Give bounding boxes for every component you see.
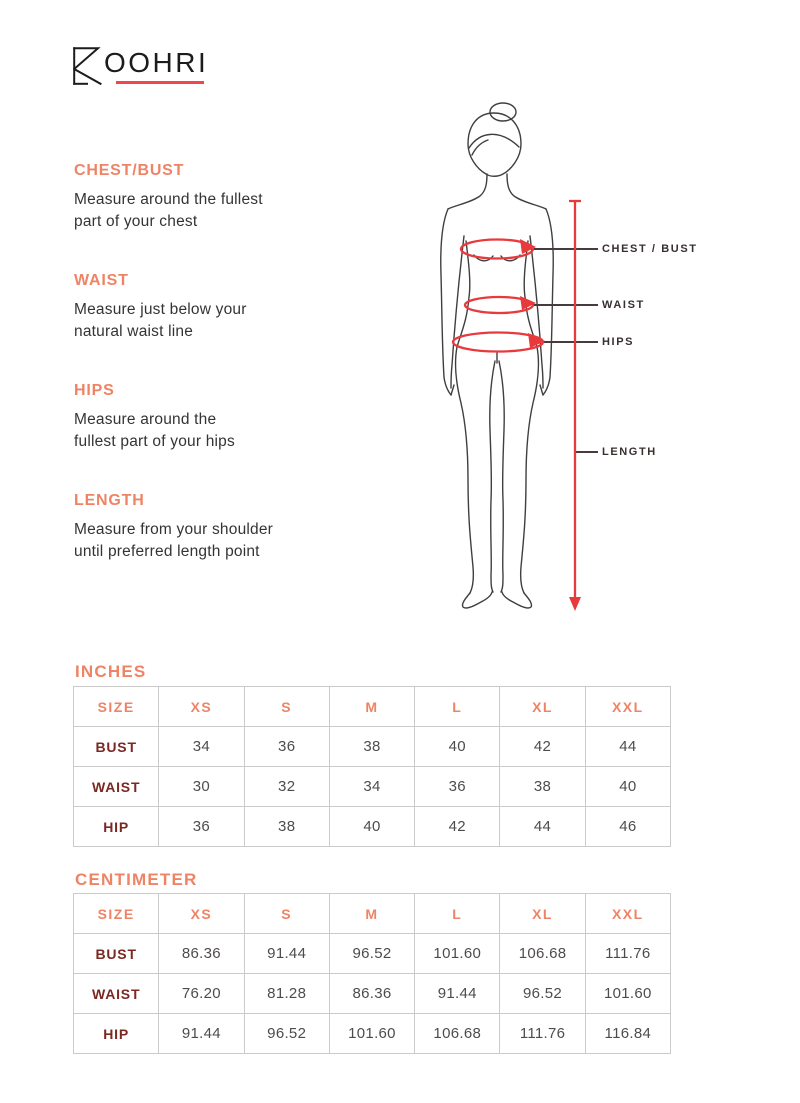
value-cell: 86.36 <box>159 934 244 974</box>
value-cell: 40 <box>329 807 414 847</box>
table-row <box>74 974 671 1014</box>
header-cell: M <box>329 687 414 727</box>
table-row <box>74 767 671 807</box>
row-label: BUST <box>74 934 159 974</box>
measurement-instructions <box>74 161 384 601</box>
value-cell: 44 <box>500 807 585 847</box>
table-header-row <box>74 687 671 727</box>
value-cell: 40 <box>585 767 670 807</box>
header-cell: XS <box>159 894 244 934</box>
value-cell: 101.60 <box>585 974 670 1014</box>
table-row <box>74 727 671 767</box>
header-cell: L <box>415 687 500 727</box>
instruction-text: Measure just below your natural waist line <box>74 301 247 340</box>
value-cell: 40 <box>415 727 500 767</box>
value-cell: 81.28 <box>244 974 329 1014</box>
instruction-text: Measure around the fullest part of your hips <box>74 411 235 450</box>
instruction-waist <box>74 271 384 343</box>
figure-label-length: LENGTH <box>602 446 657 458</box>
header-cell: SIZE <box>74 894 159 934</box>
value-cell: 32 <box>244 767 329 807</box>
row-label: HIP <box>74 1014 159 1054</box>
value-cell: 96.52 <box>244 1014 329 1054</box>
instruction-length <box>74 491 384 563</box>
value-cell: 101.60 <box>415 934 500 974</box>
value-cell: 76.20 <box>159 974 244 1014</box>
brand-name-text: OOHRI <box>104 47 209 78</box>
figure-label-chest-bust: CHEST / BUST <box>602 243 698 255</box>
brand-underline <box>116 81 204 84</box>
brand-logo <box>73 46 233 90</box>
value-cell: 42 <box>500 727 585 767</box>
row-label: WAIST <box>74 767 159 807</box>
figure-outline <box>441 103 553 608</box>
value-cell: 106.68 <box>415 1014 500 1054</box>
table-row <box>74 1014 671 1054</box>
figure-label-waist: WAIST <box>602 299 645 311</box>
header-cell: L <box>415 894 500 934</box>
centimeter-table-title: CENTIMETER <box>75 870 198 889</box>
header-cell: S <box>244 894 329 934</box>
header-cell: XL <box>500 894 585 934</box>
value-cell: 96.52 <box>329 934 414 974</box>
value-cell: 96.52 <box>500 974 585 1014</box>
value-cell: 38 <box>244 807 329 847</box>
centimeter-size-table <box>73 893 671 1054</box>
table-header-row <box>74 894 671 934</box>
value-cell: 91.44 <box>244 934 329 974</box>
header-cell: S <box>244 687 329 727</box>
value-cell: 46 <box>585 807 670 847</box>
inches-size-table <box>73 686 671 847</box>
header-cell: XXL <box>585 687 670 727</box>
value-cell: 106.68 <box>500 934 585 974</box>
label-connector-lines <box>533 249 598 452</box>
header-cell: XS <box>159 687 244 727</box>
header-cell: M <box>329 894 414 934</box>
header-cell: SIZE <box>74 687 159 727</box>
header-cell: XL <box>500 687 585 727</box>
value-cell: 116.84 <box>585 1014 670 1054</box>
value-cell: 91.44 <box>415 974 500 1014</box>
instruction-heading: WAIST <box>74 272 129 289</box>
instruction-chest-bust <box>74 161 384 233</box>
row-label: WAIST <box>74 974 159 1014</box>
value-cell: 38 <box>500 767 585 807</box>
inches-table-title: INCHES <box>75 662 147 681</box>
body-measurement-figure <box>420 95 780 625</box>
value-cell: 42 <box>415 807 500 847</box>
table-row <box>74 934 671 974</box>
instruction-text: Measure from your shoulder until preferred length point <box>74 521 274 560</box>
value-cell: 111.76 <box>585 934 670 974</box>
value-cell: 34 <box>159 727 244 767</box>
value-cell: 38 <box>329 727 414 767</box>
instruction-heading: HIPS <box>74 382 115 399</box>
row-label: BUST <box>74 727 159 767</box>
value-cell: 101.60 <box>329 1014 414 1054</box>
header-cell: XXL <box>585 894 670 934</box>
value-cell: 30 <box>159 767 244 807</box>
table-row <box>74 807 671 847</box>
value-cell: 91.44 <box>159 1014 244 1054</box>
row-label: HIP <box>74 807 159 847</box>
value-cell: 86.36 <box>329 974 414 1014</box>
instruction-heading: CHEST/BUST <box>74 162 185 179</box>
value-cell: 36 <box>159 807 244 847</box>
value-cell: 34 <box>329 767 414 807</box>
instruction-heading: LENGTH <box>74 492 145 509</box>
brand-r-mark-icon <box>73 47 102 85</box>
value-cell: 111.76 <box>500 1014 585 1054</box>
value-cell: 36 <box>415 767 500 807</box>
measurement-overlays <box>453 201 581 599</box>
value-cell: 44 <box>585 727 670 767</box>
value-cell: 36 <box>244 727 329 767</box>
instruction-text: Measure around the fullest part of your chest <box>74 191 263 230</box>
figure-label-hips: HIPS <box>602 336 635 348</box>
instruction-hips <box>74 381 384 453</box>
